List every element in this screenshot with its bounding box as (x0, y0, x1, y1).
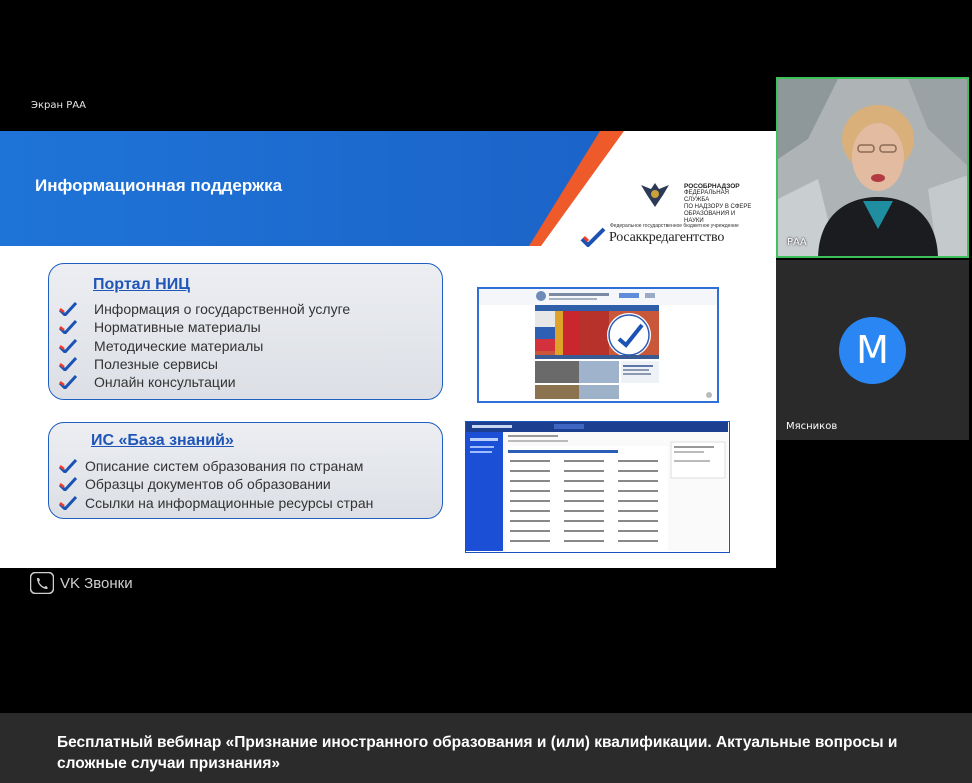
webinar-title: Бесплатный вебинар «Признание иностранного образования и (или) квалификации. Актуальные вопросы и сложные случаи признания» (57, 734, 898, 772)
checkmark-icon (59, 477, 77, 491)
rosobr-line3: ОБРАЗОВАНИЯ И НАУКИ (684, 211, 736, 224)
rosakkredagentstvo-logo (580, 223, 750, 249)
portal-nic-card (48, 263, 443, 400)
rosakk-subtitle: Федеральное государственное бюджетное учреждение (610, 223, 739, 229)
checkmark-icon (59, 357, 77, 371)
knowledge-base-list (59, 458, 373, 513)
checkmark-icon (59, 496, 77, 510)
rosobr-line1: ФЕДЕРАЛЬНАЯ СЛУЖБА (684, 190, 729, 203)
vk-calls-label: VK Звонки (60, 574, 133, 592)
participant-name: Мясников (786, 421, 838, 432)
knowledge-base-screenshot-image (466, 422, 728, 551)
portal-screenshot-image (479, 289, 717, 401)
knowledge-base-card (48, 422, 443, 519)
list-item: Образцы документов об образовании (59, 476, 373, 494)
vk-calls-brand (30, 571, 133, 595)
checkmark-icon (59, 302, 77, 316)
presentation-slide (0, 131, 776, 568)
checkmark-logo-icon (580, 227, 606, 247)
participant-tile-raa[interactable] (776, 77, 969, 258)
rosakk-name: Росаккредагентство (609, 230, 725, 245)
checkmark-icon (59, 339, 77, 353)
knowledge-base-link[interactable]: ИС «База знаний» (91, 432, 234, 449)
list-item: Описание систем образования по странам (59, 458, 373, 476)
participant-video (778, 79, 969, 258)
rosobr-line2: ПО НАДЗОРУ В СФЕРЕ (684, 204, 752, 210)
list-item: Ссылки на информационные ресурсы стран (59, 495, 373, 513)
rosobrnadzor-logo (632, 177, 752, 224)
list-item: Онлайн консультации (59, 374, 350, 392)
avatar: М (839, 317, 906, 384)
list-item: Информация о государственной услуге (59, 301, 350, 319)
list-item: Полезные сервисы (59, 356, 350, 374)
portal-nic-link[interactable]: Портал НИЦ (93, 276, 190, 293)
eagle-emblem-icon (636, 179, 674, 211)
checkmark-icon (59, 375, 77, 389)
checkmark-icon (59, 459, 77, 473)
portal-nic-list (59, 301, 350, 392)
portal-screenshot (477, 287, 719, 403)
vk-calls-logo-icon (30, 572, 54, 594)
screen-share-label: Экран РАА (31, 100, 86, 111)
list-item: Методические материалы (59, 338, 350, 356)
rosobr-name: РОСОБРНАДЗОР (684, 183, 740, 190)
knowledge-base-screenshot (465, 421, 730, 553)
participant-tile-myasnikov[interactable] (776, 260, 969, 440)
slide-title: Информационная поддержка (35, 176, 283, 195)
list-item: Нормативные материалы (59, 319, 350, 337)
webinar-caption-bar (0, 713, 972, 783)
checkmark-icon (59, 320, 77, 334)
participant-name: РАА (787, 237, 807, 248)
